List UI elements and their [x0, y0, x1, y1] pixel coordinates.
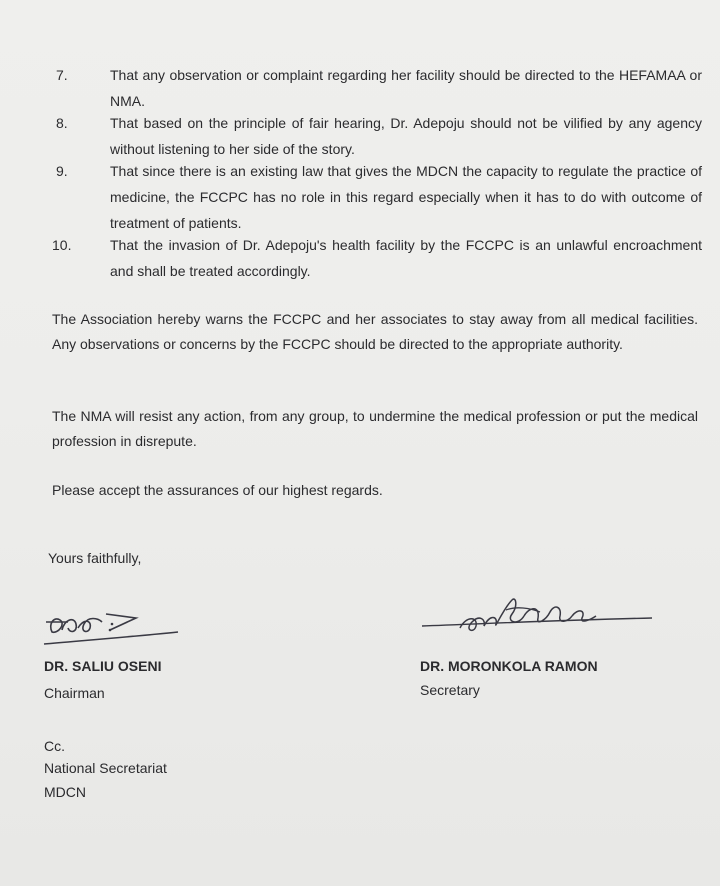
secretary-name: DR. MORONKOLA RAMON: [420, 658, 598, 674]
warning-paragraph: The Association hereby warns the FCCPC and her associates to stay away from all medical facilities. Any observations or concerns by the FCCPC should be directed to the appropriate authority.: [52, 311, 698, 352]
item-text: That any observation or complaint regarding her facility should be directed to the HEFAMAA or NMA.: [110, 67, 702, 109]
chairman-title: Chairman: [44, 685, 105, 701]
regards-paragraph: Please accept the assurances of our highest regards.: [52, 482, 383, 498]
resist-paragraph: The NMA will resist any action, from any group, to undermine the medical profession or put the medical profession in disrepute.: [52, 408, 698, 449]
list-item-8: [0, 110, 720, 162]
item-number: 8.: [56, 115, 68, 131]
closing-salutation: Yours faithfully,: [48, 550, 142, 566]
secretary-signature: [420, 586, 660, 646]
chairman-signature: [40, 602, 190, 650]
cc-recipient: National Secretariat: [44, 760, 167, 776]
cc-label: Cc.: [44, 738, 65, 754]
item-text: That the invasion of Dr. Adepoju's health facility by the FCCPC is an unlawful encroachment and shall be treated accordingly.: [110, 237, 702, 279]
item-number: 9.: [56, 163, 68, 179]
list-item-9: [0, 158, 720, 236]
item-text: That since there is an existing law that gives the MDCN the capacity to regulate the practice of medicine, the FCCPC has no role in this regard especially when it has to do with outcome of treatment of patients.: [110, 163, 702, 231]
item-number: 7.: [56, 67, 68, 83]
chairman-name: DR. SALIU OSENI: [44, 658, 162, 674]
item-text: That based on the principle of fair hearing, Dr. Adepoju should not be vilified by any agency without listening to her side of the story.: [110, 115, 702, 157]
secretary-title: Secretary: [420, 682, 480, 698]
list-item-7: [0, 62, 720, 114]
item-number: 10.: [52, 237, 72, 253]
list-item-10: [0, 232, 720, 284]
cc-recipient: MDCN: [44, 784, 86, 800]
